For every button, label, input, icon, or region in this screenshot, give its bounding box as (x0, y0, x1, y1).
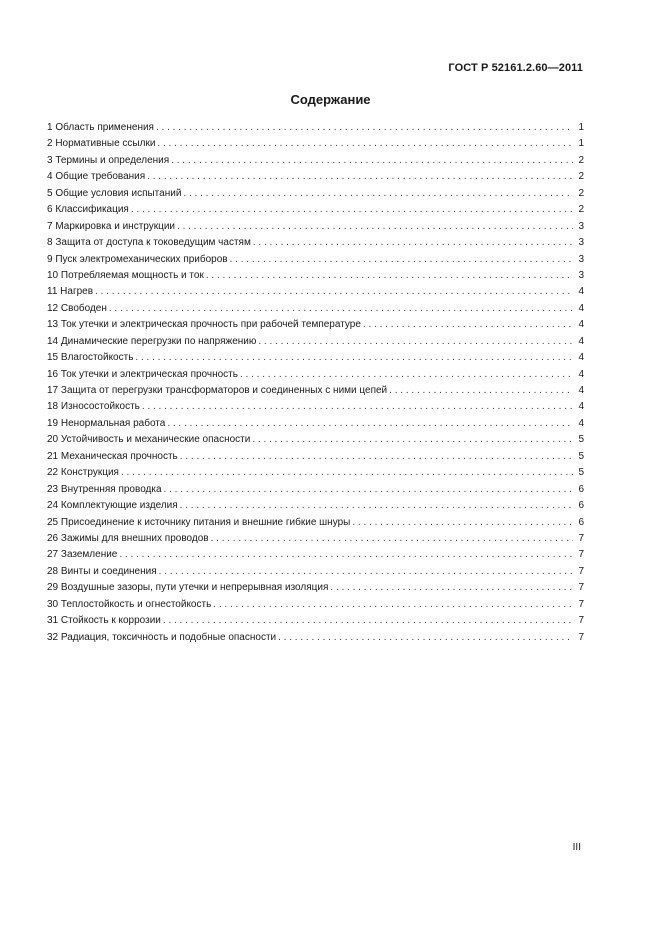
toc-entry[interactable] (47, 416, 584, 432)
dot-leader (278, 630, 573, 646)
toc-entry[interactable] (47, 465, 584, 481)
toc-entry-page: 5 (578, 434, 584, 446)
toc-entry-page: 7 (578, 615, 584, 627)
toc-entry-page: 7 (578, 598, 584, 610)
toc-entry[interactable] (47, 186, 584, 202)
toc-entry[interactable] (47, 482, 584, 498)
toc-entry[interactable] (47, 630, 584, 646)
toc-entry-title: 21 Механическая прочность (47, 450, 178, 462)
dot-leader (163, 613, 573, 629)
toc-entry[interactable] (47, 399, 584, 415)
toc-entry-page: 4 (578, 417, 584, 429)
toc-entry[interactable] (47, 120, 584, 136)
toc-entry-page: 6 (578, 483, 584, 495)
table-of-contents (47, 120, 584, 646)
dot-leader (330, 580, 573, 596)
toc-entry-title: 29 Воздушные зазоры, пути утечки и непрерывная изоляция (47, 582, 329, 594)
toc-entry-page: 4 (578, 286, 584, 298)
toc-entry-page: 4 (578, 302, 584, 314)
toc-entry[interactable] (47, 169, 584, 185)
toc-entry-title: 15 Влагостойкость (47, 352, 134, 364)
toc-entry-page: 7 (578, 549, 584, 561)
toc-entry-title: 3 Термины и определения (47, 154, 170, 166)
toc-entry[interactable] (47, 334, 584, 350)
toc-title: Содержание (290, 92, 371, 107)
toc-entry-title: 18 Износостойкость (47, 401, 140, 413)
dot-leader (167, 416, 573, 432)
toc-entry[interactable] (47, 432, 584, 448)
toc-entry[interactable] (47, 235, 584, 251)
dot-leader (352, 515, 573, 531)
toc-entry-page: 3 (578, 237, 584, 249)
dot-leader (164, 482, 573, 498)
dot-leader (183, 186, 573, 202)
dot-leader (177, 219, 573, 235)
dot-leader (171, 153, 573, 169)
toc-entry[interactable] (47, 252, 584, 268)
toc-entry-title: 8 Защита от доступа к токоведущим частям (47, 237, 251, 249)
toc-entry-title: 32 Радиация, токсичность и подобные опасности (47, 631, 277, 643)
toc-entry-title: 2 Нормативные ссылки (47, 138, 156, 150)
toc-entry-page: 2 (578, 204, 584, 216)
toc-entry-page: 2 (578, 187, 584, 199)
toc-entry-page: 1 (578, 138, 584, 150)
toc-entry-title: 16 Ток утечки и электрическая прочность (47, 368, 238, 380)
dot-leader (142, 399, 573, 415)
toc-entry[interactable] (47, 531, 584, 547)
toc-entry-title: 23 Внутренняя проводка (47, 483, 162, 495)
toc-entry-title: 25 Присоединение к источнику питания и внешние гибкие шнуры (47, 516, 351, 528)
toc-entry-page: 2 (578, 154, 584, 166)
dot-leader (121, 465, 573, 481)
toc-entry[interactable] (47, 580, 584, 596)
toc-entry-title: 9 Пуск электромеханических приборов (47, 253, 228, 265)
toc-entry-page: 7 (578, 582, 584, 594)
toc-entry-page: 3 (578, 269, 584, 281)
toc-entry[interactable] (47, 498, 584, 514)
toc-entry[interactable] (47, 547, 584, 563)
dot-leader (135, 350, 573, 366)
dot-leader (258, 334, 573, 350)
dot-leader (240, 367, 573, 383)
toc-entry[interactable] (47, 597, 584, 613)
dot-leader (213, 597, 573, 613)
toc-entry[interactable] (47, 613, 584, 629)
toc-entry-title: 12 Свободен (47, 302, 107, 314)
toc-entry-title: 14 Динамические перегрузки по напряжению (47, 335, 257, 347)
toc-entry[interactable] (47, 219, 584, 235)
toc-entry-title: 1 Область применения (47, 122, 154, 133)
dot-leader (230, 252, 573, 268)
toc-entry-page: 6 (578, 516, 584, 528)
toc-entry-page: 4 (578, 352, 584, 364)
toc-entry-title: 5 Общие условия испытаний (47, 187, 182, 199)
toc-entry-page: 3 (578, 220, 584, 232)
toc-entry-title: 26 Зажимы для внешних проводов (47, 532, 209, 544)
toc-entry-page: 4 (578, 385, 584, 396)
dot-leader (252, 432, 573, 448)
toc-entry-page: 1 (578, 122, 584, 133)
toc-entry[interactable] (47, 317, 584, 333)
dot-leader (95, 284, 573, 300)
toc-entry-title: 17 Защита от перегрузки трансформаторов и соединенных с ними цепей (47, 385, 388, 396)
toc-entry-title: 4 Общие требования (47, 171, 146, 183)
dot-leader (211, 531, 573, 547)
toc-entry-title: 6 Классификация (47, 204, 129, 216)
toc-entry[interactable] (47, 202, 584, 218)
dot-leader (180, 449, 573, 465)
toc-entry-title: 7 Маркировка и инструкции (47, 220, 176, 232)
dot-leader (206, 268, 573, 284)
dot-leader (363, 317, 573, 333)
toc-entry-page: 7 (578, 532, 584, 544)
toc-entry[interactable] (47, 136, 584, 152)
dot-leader (119, 547, 573, 563)
toc-entry-page: 4 (578, 335, 584, 347)
toc-entry-page: 4 (578, 368, 584, 380)
toc-entry[interactable] (47, 383, 584, 399)
dot-leader (253, 235, 573, 251)
toc-entry-title: 22 Конструкция (47, 467, 119, 479)
dot-leader (157, 136, 573, 152)
dot-leader (147, 169, 573, 185)
toc-entry[interactable] (47, 350, 584, 366)
toc-entry-page: 6 (578, 500, 584, 512)
toc-entry-page: 4 (578, 319, 584, 331)
dot-leader (156, 120, 573, 136)
toc-entry[interactable] (47, 153, 584, 169)
dot-leader (159, 564, 573, 580)
dot-leader (131, 202, 573, 218)
toc-entry-title: 31 Стойкость к коррозии (47, 615, 161, 627)
toc-entry-page: 3 (578, 253, 584, 265)
toc-entry[interactable] (47, 301, 584, 317)
toc-entry-page: 2 (578, 171, 584, 183)
toc-entry-page: 4 (578, 401, 584, 413)
toc-entry-title: 30 Теплостойкость и огнестойкость (47, 598, 212, 610)
toc-entry-title: 28 Винты и соединения (47, 565, 157, 577)
toc-entry-title: 13 Ток утечки и электрическая прочность при рабочей температуре (47, 319, 361, 331)
toc-entry[interactable] (47, 367, 584, 383)
toc-entry-title: 24 Комплектующие изделия (47, 500, 178, 512)
toc-entry[interactable] (47, 515, 584, 531)
toc-entry[interactable] (47, 268, 584, 284)
toc-entry-title: 19 Ненормальная работа (47, 417, 166, 429)
toc-entry-title: 27 Заземление (47, 549, 118, 561)
toc-entry[interactable] (47, 449, 584, 465)
toc-entry[interactable] (47, 284, 584, 300)
toc-entry[interactable] (47, 564, 584, 580)
toc-entry-page: 7 (578, 631, 584, 643)
toc-entry-page: 5 (578, 450, 584, 462)
toc-entry-title: 20 Устойчивость и механические опасности (47, 434, 251, 446)
toc-entry-title: 11 Нагрев (47, 286, 94, 298)
dot-leader (389, 383, 573, 399)
toc-entry-page: 5 (578, 467, 584, 479)
dot-leader (180, 498, 573, 514)
toc-entry-title: 10 Потребляемая мощность и ток (47, 269, 204, 281)
dot-leader (109, 301, 573, 317)
document-code: ГОСТ Р 52161.2.60—2011 (448, 62, 583, 74)
toc-entry-page: 7 (578, 565, 584, 577)
page-number: III (572, 842, 581, 853)
